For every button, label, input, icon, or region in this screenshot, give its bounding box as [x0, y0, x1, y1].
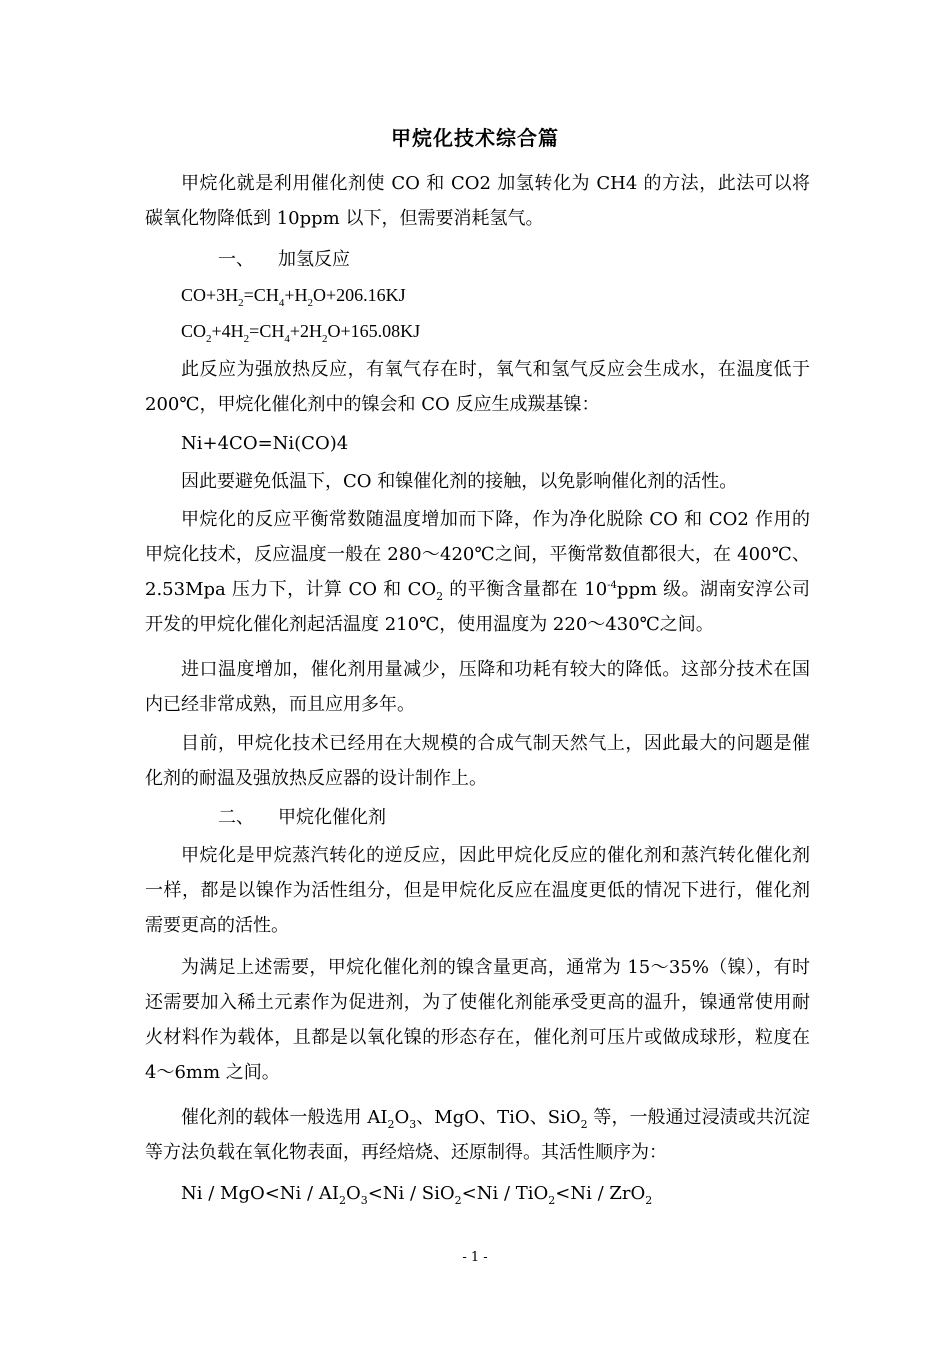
section-label: 加氢反应	[278, 249, 350, 270]
section-number: 一、	[218, 249, 254, 270]
paragraph-catalyst-reverse: 甲烷化是甲烷蒸汽转化的逆反应，因此甲烷化反应的催化剂和蒸汽转化催化剂一样，都是以镍作为活性组分，但是甲烷化反应在温度更低的情况下进行，催化剂需要更高的活性。	[145, 845, 810, 936]
activity-order: $Ni / MgO<Ni / AI_2O_3<Ni / SiO_2<Ni / TiO_2<Ni / ZrO_2$	[181, 1183, 653, 1207]
paragraph-nickel-content: 为满足上述需要，甲烷化催化剂的镍含量更高，通常为 15～35%（镍），有时还需要加入稀土元素作为促进剂，为了使催化剂能承受更高的温升，镍通常使用耐火材料作为载体，且都是以氧化镍的形态存在，催化剂可压片或做成球形，粒度在 4～6mm 之间。	[145, 957, 810, 1083]
paragraph-support: 催化剂的载体一般选用 $AI_2O_3$、MgO、TiO、SiO$_2$ 等，一般通过浸渍或共沉淀等方法负载在氧化物表面，再经焙烧、还原制得。其活性顺序为：	[145, 1107, 810, 1163]
paragraph-reaction-heat: 此反应为强放热反应，有氧气存在时，氧气和氢气反应会生成水，在温度低于 200℃，甲烷化催化剂中的镍会和 CO 反应生成羰基镍：	[145, 359, 810, 415]
paragraph-equilibrium: 甲烷化的反应平衡常数随温度增加而下降，作为净化脱除 CO 和 CO2 作用的甲烷化技术，反应温度一般在 280～420℃之间，平衡常数值都很大，在 400℃、2.53Mpa 压力下，计算 CO 和 $CO_2$ 的平衡含量都在 $10^{-4}ppm$ 级。湖南安淳公司开发的甲烷化催化剂起活温度 210℃，使用温度为 220～430℃之间。	[145, 509, 810, 635]
equation-1: $CO+3H_2=CH_4+H_2O+206.16KJ$	[181, 285, 406, 309]
section-label: 甲烷化催化剂	[278, 807, 386, 828]
paragraph-inlet-temp: 进口温度增加，催化剂用量减少，压降和功耗有较大的降低。这部分技术在国内已经非常成熟，而且应用多年。	[145, 659, 810, 715]
equation-2: $CO_2+4H_2=CH_4+2H_2O+165.08KJ$	[181, 321, 421, 345]
page-number: - 1 -	[462, 1250, 488, 1265]
document-title: 甲烷化技术综合篇	[391, 126, 559, 150]
paragraph-current-use: 目前，甲烷化技术已经用在大规模的合成气制天然气上，因此最大的问题是催化剂的耐温及强放热反应器的设计制作上。	[145, 733, 810, 789]
paragraph-avoid-low-temp: 因此要避免低温下，CO 和镍催化剂的接触，以免影响催化剂的活性。	[181, 471, 738, 492]
section-number: 二、	[218, 807, 254, 828]
paragraph-intro: 甲烷化就是利用催化剂使 CO 和 CO2 加氢转化为 CH4 的方法，此法可以将碳氧化物降低到 10ppm 以下，但需要消耗氢气。	[145, 173, 810, 229]
equation-3: Ni+4CO=Ni(CO)4	[181, 433, 349, 454]
